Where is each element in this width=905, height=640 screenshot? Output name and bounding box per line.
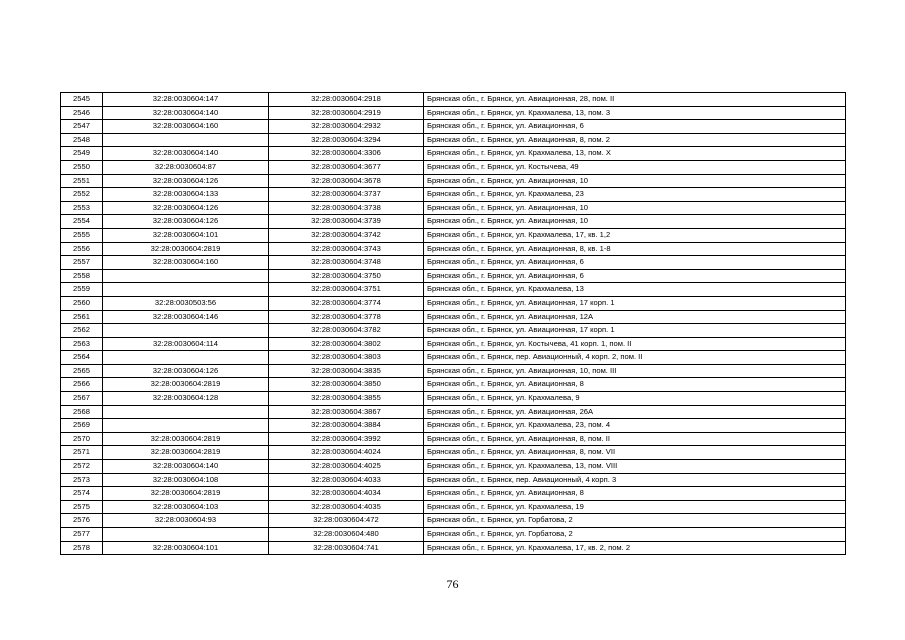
address-cell: Брянская обл., г. Брянск, ул. Авиационная, 10, пом. III — [424, 364, 846, 378]
row-number-cell: 2547 — [61, 120, 103, 134]
table-row — [61, 405, 846, 419]
row-number-cell: 2568 — [61, 405, 103, 419]
row-number-cell: 2555 — [61, 228, 103, 242]
row-number-cell: 2577 — [61, 528, 103, 542]
table-row — [61, 310, 846, 324]
parent-cadastral-number-cell: 32:28:0030503:56 — [103, 296, 269, 310]
row-number-cell: 2552 — [61, 188, 103, 202]
cadastral-number-cell: 32:28:0030604:3774 — [269, 296, 424, 310]
row-number-cell: 2554 — [61, 215, 103, 229]
address-cell: Брянская обл., г. Брянск, ул. Крахмалева, 13, пом. VIII — [424, 460, 846, 474]
row-number-cell: 2548 — [61, 133, 103, 147]
row-number-cell: 2570 — [61, 432, 103, 446]
row-number-cell: 2553 — [61, 201, 103, 215]
cadastral-number-cell: 32:28:0030604:3737 — [269, 188, 424, 202]
table-row — [61, 296, 846, 310]
table-row — [61, 188, 846, 202]
parent-cadastral-number-cell: 32:28:0030604:160 — [103, 256, 269, 270]
row-number-cell: 2565 — [61, 364, 103, 378]
address-cell: Брянская обл., г. Брянск, ул. Авиационная, 6 — [424, 120, 846, 134]
cadastral-number-cell: 32:28:0030604:3751 — [269, 283, 424, 297]
parent-cadastral-number-cell: 32:28:0030604:140 — [103, 106, 269, 120]
parent-cadastral-number-cell: 32:28:0030604:126 — [103, 215, 269, 229]
address-cell: Брянская обл., г. Брянск, ул. Авиационная, 8 — [424, 487, 846, 501]
register-table — [60, 92, 846, 555]
cadastral-number-cell: 32:28:0030604:3867 — [269, 405, 424, 419]
row-number-cell: 2578 — [61, 541, 103, 555]
table-row — [61, 364, 846, 378]
row-number-cell: 2560 — [61, 296, 103, 310]
table-row — [61, 269, 846, 283]
parent-cadastral-number-cell — [103, 351, 269, 365]
table-row — [61, 460, 846, 474]
row-number-cell: 2558 — [61, 269, 103, 283]
address-cell: Брянская обл., г. Брянск, ул. Крахмалева, 19 — [424, 500, 846, 514]
parent-cadastral-number-cell: 32:28:0030604:140 — [103, 460, 269, 474]
table-row — [61, 351, 846, 365]
parent-cadastral-number-cell: 32:28:0030604:147 — [103, 93, 269, 107]
row-number-cell: 2574 — [61, 487, 103, 501]
table-row — [61, 228, 846, 242]
table-row — [61, 432, 846, 446]
table-row — [61, 528, 846, 542]
address-cell: Брянская обл., г. Брянск, ул. Авиационная, 10 — [424, 201, 846, 215]
cadastral-number-cell: 32:28:0030604:3294 — [269, 133, 424, 147]
row-number-cell: 2550 — [61, 160, 103, 174]
table-row — [61, 392, 846, 406]
cadastral-number-cell: 32:28:0030604:480 — [269, 528, 424, 542]
cadastral-number-cell: 32:28:0030604:3677 — [269, 160, 424, 174]
row-number-cell: 2549 — [61, 147, 103, 161]
cadastral-number-cell: 32:28:0030604:3678 — [269, 174, 424, 188]
address-cell: Брянская обл., г. Брянск, ул. Авиационная, 28, пом. II — [424, 93, 846, 107]
cadastral-number-cell: 32:28:0030604:3750 — [269, 269, 424, 283]
parent-cadastral-number-cell: 32:28:0030604:101 — [103, 541, 269, 555]
parent-cadastral-number-cell: 32:28:0030604:93 — [103, 514, 269, 528]
table-row — [61, 201, 846, 215]
row-number-cell: 2562 — [61, 324, 103, 338]
table-row — [61, 174, 846, 188]
table-row — [61, 500, 846, 514]
cadastral-number-cell: 32:28:0030604:3850 — [269, 378, 424, 392]
address-cell: Брянская обл., г. Брянск, ул. Авиационная, 6 — [424, 269, 846, 283]
table-row — [61, 106, 846, 120]
cadastral-number-cell: 32:28:0030604:3743 — [269, 242, 424, 256]
parent-cadastral-number-cell — [103, 324, 269, 338]
table-row — [61, 378, 846, 392]
address-cell: Брянская обл., г. Брянск, ул. Крахмалева, 23 — [424, 188, 846, 202]
address-cell: Брянская обл., г. Брянск, ул. Авиационная, 8, пом. II — [424, 432, 846, 446]
row-number-cell: 2564 — [61, 351, 103, 365]
cadastral-number-cell: 32:28:0030604:4035 — [269, 500, 424, 514]
table-row — [61, 133, 846, 147]
cadastral-number-cell: 32:28:0030604:472 — [269, 514, 424, 528]
cadastral-number-cell: 32:28:0030604:2932 — [269, 120, 424, 134]
address-cell: Брянская обл., г. Брянск, ул. Авиационная, 26А — [424, 405, 846, 419]
cadastral-number-cell: 32:28:0030604:3884 — [269, 419, 424, 433]
table-row — [61, 541, 846, 555]
cadastral-number-cell: 32:28:0030604:3778 — [269, 310, 424, 324]
cadastral-number-cell: 32:28:0030604:2919 — [269, 106, 424, 120]
parent-cadastral-number-cell: 32:28:0030604:126 — [103, 201, 269, 215]
address-cell: Брянская обл., г. Брянск, ул. Авиационная, 8, кв. 1-8 — [424, 242, 846, 256]
parent-cadastral-number-cell: 32:28:0030604:2819 — [103, 487, 269, 501]
address-cell: Брянская обл., г. Брянск, ул. Авиационная, 10 — [424, 174, 846, 188]
table-row — [61, 215, 846, 229]
table-row — [61, 337, 846, 351]
row-number-cell: 2551 — [61, 174, 103, 188]
table-row — [61, 242, 846, 256]
cadastral-number-cell: 32:28:0030604:3803 — [269, 351, 424, 365]
parent-cadastral-number-cell: 32:28:0030604:114 — [103, 337, 269, 351]
cadastral-number-cell: 32:28:0030604:3835 — [269, 364, 424, 378]
cadastral-number-cell: 32:28:0030604:3992 — [269, 432, 424, 446]
parent-cadastral-number-cell: 32:28:0030604:2819 — [103, 242, 269, 256]
cadastral-number-cell: 32:28:0030604:4034 — [269, 487, 424, 501]
row-number-cell: 2566 — [61, 378, 103, 392]
table-row — [61, 283, 846, 297]
cadastral-number-cell: 32:28:0030604:4033 — [269, 473, 424, 487]
cadastral-number-cell: 32:28:0030604:3855 — [269, 392, 424, 406]
address-cell: Брянская обл., г. Брянск, ул. Авиационная, 6 — [424, 256, 846, 270]
address-cell: Брянская обл., г. Брянск, ул. Крахмалева, 17, кв. 2, пом. 2 — [424, 541, 846, 555]
page-number: 76 — [446, 577, 459, 591]
table-row — [61, 446, 846, 460]
address-cell: Брянская обл., г. Брянск, ул. Крахмалева, 23, пом. 4 — [424, 419, 846, 433]
cadastral-number-cell: 32:28:0030604:3782 — [269, 324, 424, 338]
cadastral-number-cell: 32:28:0030604:2918 — [269, 93, 424, 107]
cadastral-number-cell: 32:28:0030604:3306 — [269, 147, 424, 161]
parent-cadastral-number-cell: 32:28:0030604:140 — [103, 147, 269, 161]
register-table-body — [61, 93, 846, 555]
table-row — [61, 473, 846, 487]
address-cell: Брянская обл., г. Брянск, пер. Авиационный, 4 корп. 3 — [424, 473, 846, 487]
parent-cadastral-number-cell: 32:28:0030604:126 — [103, 364, 269, 378]
table-row — [61, 419, 846, 433]
table-row — [61, 487, 846, 501]
parent-cadastral-number-cell: 32:28:0030604:2819 — [103, 446, 269, 460]
parent-cadastral-number-cell — [103, 405, 269, 419]
address-cell: Брянская обл., г. Брянск, ул. Костычева, 41 корп. 1, пом. II — [424, 337, 846, 351]
row-number-cell: 2576 — [61, 514, 103, 528]
address-cell: Брянская обл., г. Брянск, ул. Авиационная, 10 — [424, 215, 846, 229]
table-row — [61, 147, 846, 161]
address-cell: Брянская обл., г. Брянск, ул. Горбатова, 2 — [424, 514, 846, 528]
address-cell: Брянская обл., г. Брянск, ул. Крахмалева, 13, пом. 3 — [424, 106, 846, 120]
parent-cadastral-number-cell — [103, 269, 269, 283]
address-cell: Брянская обл., г. Брянск, ул. Крахмалева, 9 — [424, 392, 846, 406]
parent-cadastral-number-cell: 32:28:0030604:108 — [103, 473, 269, 487]
address-cell: Брянская обл., г. Брянск, пер. Авиационный, 4 корп. 2, пом. II — [424, 351, 846, 365]
parent-cadastral-number-cell — [103, 419, 269, 433]
address-cell: Брянская обл., г. Брянск, ул. Авиационная, 8, пом. 2 — [424, 133, 846, 147]
parent-cadastral-number-cell: 32:28:0030604:126 — [103, 174, 269, 188]
row-number-cell: 2572 — [61, 460, 103, 474]
address-cell: Брянская обл., г. Брянск, ул. Авиационная, 8, пом. VII — [424, 446, 846, 460]
row-number-cell: 2569 — [61, 419, 103, 433]
address-cell: Брянская обл., г. Брянск, ул. Авиационная, 8 — [424, 378, 846, 392]
address-cell: Брянская обл., г. Брянск, ул. Авиационная, 12А — [424, 310, 846, 324]
table-row — [61, 160, 846, 174]
parent-cadastral-number-cell: 32:28:0030604:160 — [103, 120, 269, 134]
address-cell: Брянская обл., г. Брянск, ул. Крахмалева, 13, пом. X — [424, 147, 846, 161]
parent-cadastral-number-cell: 32:28:0030604:2819 — [103, 432, 269, 446]
parent-cadastral-number-cell: 32:28:0030604:2819 — [103, 378, 269, 392]
row-number-cell: 2563 — [61, 337, 103, 351]
parent-cadastral-number-cell: 32:28:0030604:103 — [103, 500, 269, 514]
parent-cadastral-number-cell — [103, 133, 269, 147]
parent-cadastral-number-cell: 32:28:0030604:128 — [103, 392, 269, 406]
parent-cadastral-number-cell: 32:28:0030604:146 — [103, 310, 269, 324]
row-number-cell: 2571 — [61, 446, 103, 460]
cadastral-number-cell: 32:28:0030604:4024 — [269, 446, 424, 460]
address-cell: Брянская обл., г. Брянск, ул. Крахмалева, 13 — [424, 283, 846, 297]
parent-cadastral-number-cell: 32:28:0030604:87 — [103, 160, 269, 174]
address-cell: Брянская обл., г. Брянск, ул. Авиационная, 17 корп. 1 — [424, 324, 846, 338]
cadastral-number-cell: 32:28:0030604:741 — [269, 541, 424, 555]
cadastral-number-cell: 32:28:0030604:3802 — [269, 337, 424, 351]
cadastral-number-cell: 32:28:0030604:3738 — [269, 201, 424, 215]
row-number-cell: 2546 — [61, 106, 103, 120]
table-row — [61, 120, 846, 134]
table-row — [61, 93, 846, 107]
parent-cadastral-number-cell: 32:28:0030604:133 — [103, 188, 269, 202]
row-number-cell: 2557 — [61, 256, 103, 270]
row-number-cell: 2567 — [61, 392, 103, 406]
cadastral-number-cell: 32:28:0030604:4025 — [269, 460, 424, 474]
row-number-cell: 2575 — [61, 500, 103, 514]
address-cell: Брянская обл., г. Брянск, ул. Горбатова, 2 — [424, 528, 846, 542]
address-cell: Брянская обл., г. Брянск, ул. Крахмалева, 17, кв. 1,2 — [424, 228, 846, 242]
parent-cadastral-number-cell: 32:28:0030604:101 — [103, 228, 269, 242]
parent-cadastral-number-cell — [103, 283, 269, 297]
address-cell: Брянская обл., г. Брянск, ул. Авиационная, 17 корп. 1 — [424, 296, 846, 310]
parent-cadastral-number-cell — [103, 528, 269, 542]
table-row — [61, 514, 846, 528]
table-row — [61, 256, 846, 270]
cadastral-number-cell: 32:28:0030604:3739 — [269, 215, 424, 229]
row-number-cell: 2545 — [61, 93, 103, 107]
row-number-cell: 2559 — [61, 283, 103, 297]
row-number-cell: 2561 — [61, 310, 103, 324]
row-number-cell: 2556 — [61, 242, 103, 256]
address-cell: Брянская обл., г. Брянск, ул. Костычева, 49 — [424, 160, 846, 174]
table-row — [61, 324, 846, 338]
cadastral-number-cell: 32:28:0030604:3748 — [269, 256, 424, 270]
cadastral-number-cell: 32:28:0030604:3742 — [269, 228, 424, 242]
row-number-cell: 2573 — [61, 473, 103, 487]
